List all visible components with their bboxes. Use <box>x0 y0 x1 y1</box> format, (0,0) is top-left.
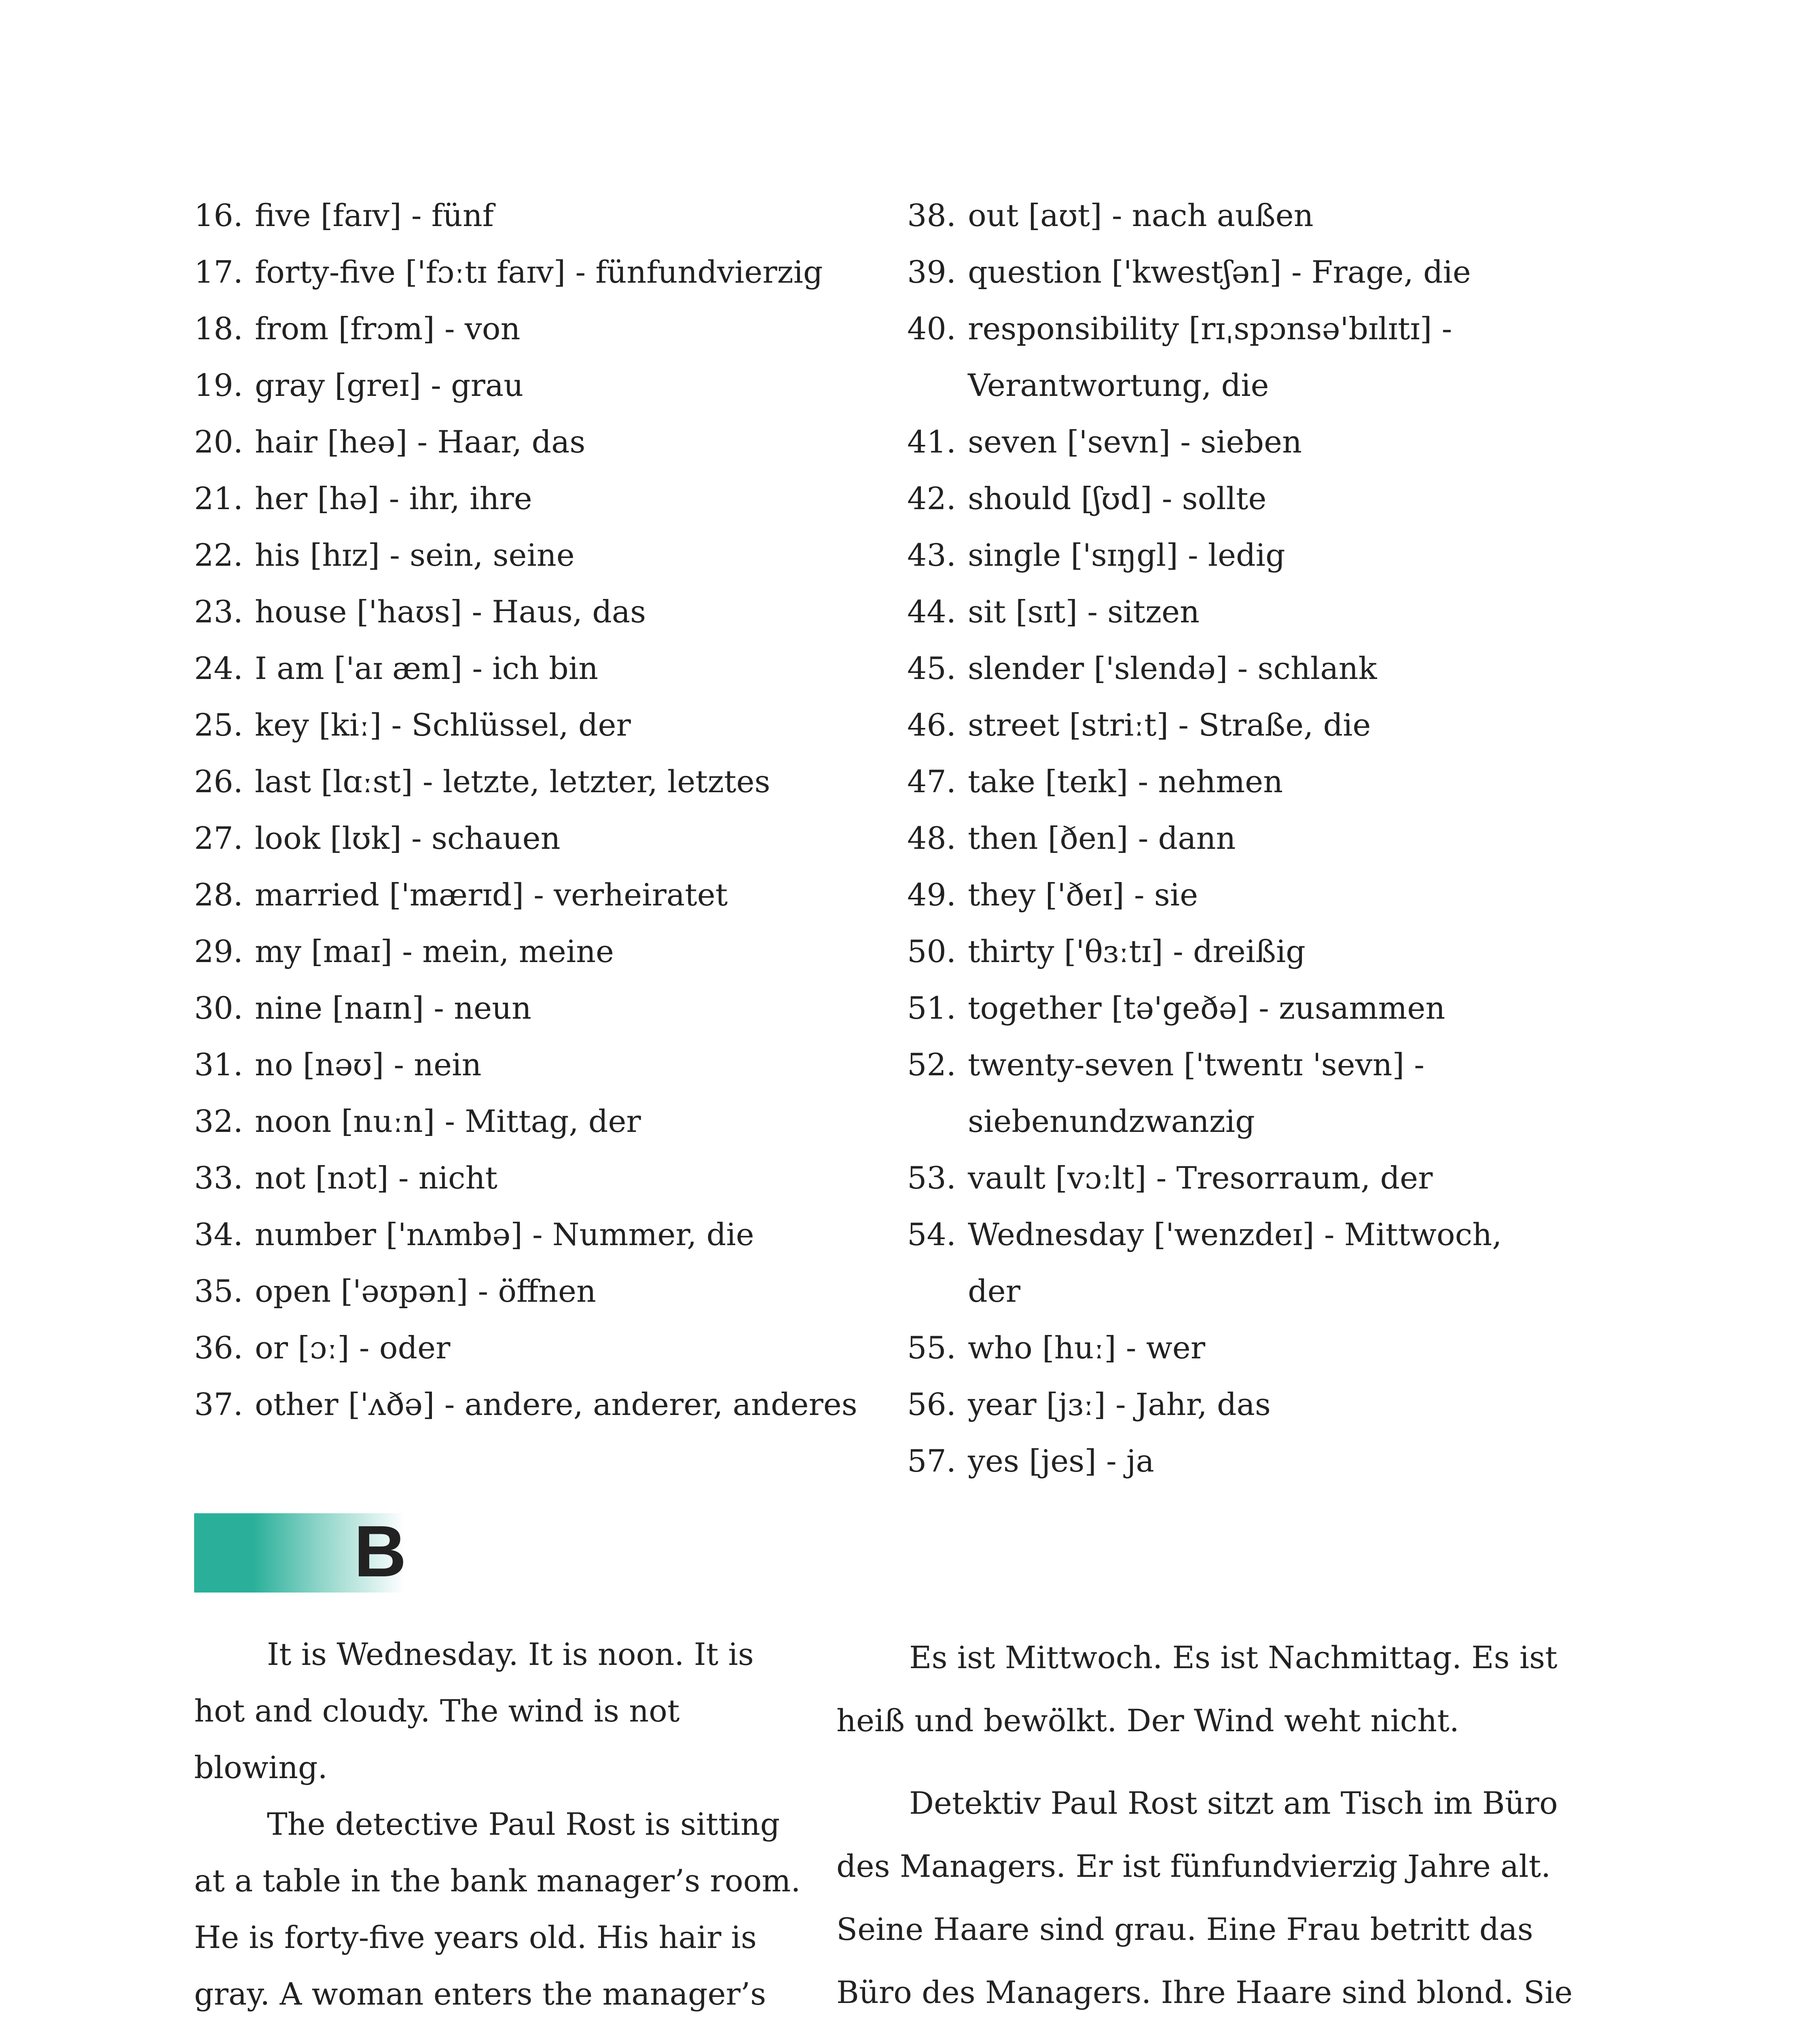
vocab-entry: his [hɪz] - sein, seine <box>255 537 575 573</box>
vocab-number: 47. <box>907 764 956 799</box>
vocab-item <box>907 1150 1562 1206</box>
vocab-number: 26. <box>194 764 243 799</box>
vocab-item <box>194 244 857 300</box>
vocab-item <box>194 414 857 470</box>
vocab-entry: other ['ʌðə] - andere, anderer, anderes <box>255 1386 857 1422</box>
vocab-item <box>194 753 857 810</box>
vocab-number: 32. <box>194 1103 243 1139</box>
vocab-item <box>194 923 857 980</box>
vocab-number: 45. <box>907 650 956 686</box>
vocab-number: 25. <box>194 707 243 743</box>
vocab-item <box>194 1320 857 1376</box>
vocab-number: 44. <box>907 594 956 630</box>
vocab-number: 50. <box>907 933 956 969</box>
vocab-entry: not [nɔt] - nicht <box>255 1160 498 1196</box>
vocab-number: 37. <box>194 1386 243 1422</box>
vocab-entry: her [hə] - ihr, ihre <box>255 480 532 516</box>
vocab-number: 31. <box>194 1047 243 1083</box>
vocab-item <box>907 1376 1562 1433</box>
vocab-number: 41. <box>907 424 956 460</box>
german-text-column <box>836 1626 1581 2022</box>
vocab-item <box>907 980 1562 1036</box>
vocab-entry: vault [vɔːlt] - Tresorraum, der <box>968 1160 1433 1196</box>
vocab-item <box>907 640 1562 697</box>
vocab-entry: should [ʃʊd] - sollte <box>968 480 1267 516</box>
vocab-number: 21. <box>194 480 243 516</box>
vocab-item <box>907 470 1562 527</box>
vocab-entry: last [lɑːst] - letzte, letzter, letztes <box>255 764 770 799</box>
vocab-entry: then [ðen] - dann <box>968 820 1236 856</box>
vocab-item <box>194 1206 857 1263</box>
vocab-item <box>907 810 1562 867</box>
vocab-number: 38. <box>907 197 956 233</box>
vocab-number: 17. <box>194 254 243 290</box>
vocab-item <box>907 527 1562 584</box>
vocab-entry: together [tə'geðə] - zusammen <box>968 990 1445 1026</box>
vocab-entry: responsibility [rɪˌspɔnsə'bɪlɪtɪ] - Verantwortung, die <box>968 311 1452 403</box>
vocab-entry: five [faɪv] - fünf <box>255 197 494 233</box>
vocab-item <box>907 414 1562 470</box>
vocab-entry: no [nəʊ] - nein <box>255 1047 482 1083</box>
english-text-column <box>194 1626 809 2022</box>
vocab-number: 54. <box>907 1216 956 1252</box>
vocab-item <box>907 697 1562 753</box>
vocab-item <box>907 1320 1562 1376</box>
vocab-item <box>194 300 857 357</box>
vocab-entry: sit [sɪt] - sitzen <box>968 594 1200 630</box>
vocab-number: 39. <box>907 254 956 290</box>
vocab-entry: my [maɪ] - mein, meine <box>255 933 614 969</box>
vocab-entry: they ['ðeɪ] - sie <box>968 877 1198 913</box>
vocab-number: 56. <box>907 1386 956 1422</box>
vocab-entry: take [teɪk] - nehmen <box>968 764 1283 799</box>
vocab-entry: nine [naɪn] - neun <box>255 990 531 1026</box>
vocab-number: 20. <box>194 424 243 460</box>
vocab-number: 52. <box>907 1047 956 1083</box>
vocab-item <box>194 357 857 414</box>
vocab-item <box>907 753 1562 810</box>
vocab-number: 40. <box>907 311 956 347</box>
vocab-entry: who [huː] - wer <box>968 1330 1206 1366</box>
section-letter: B <box>354 1511 406 1592</box>
vocabulary-list-right <box>907 187 1562 1489</box>
vocab-number: 19. <box>194 367 243 403</box>
vocab-entry: hair [heə] - Haar, das <box>255 424 586 460</box>
vocab-item <box>194 640 857 697</box>
vocab-item <box>194 1150 857 1206</box>
vocab-number: 27. <box>194 820 243 856</box>
german-paragraph: Detektiv Paul Rost sitzt am Tisch im Büro des Managers. Er ist fünfundvierzig Jahre alt. Seine Haare sind grau. Eine Frau betritt das Büro des Managers. Ihre Haare sind blond. Sie <box>836 1785 1573 2010</box>
vocab-item <box>194 1093 857 1150</box>
vocab-item <box>907 1206 1562 1320</box>
vocab-number: 35. <box>194 1273 243 1309</box>
vocab-item <box>194 1376 857 1433</box>
vocab-number: 49. <box>907 877 956 913</box>
vocab-entry: single ['sɪŋgl] - ledig <box>968 537 1285 573</box>
vocab-entry: or [ɔː] - oder <box>255 1330 451 1366</box>
vocab-entry: house ['haʊs] - Haus, das <box>255 594 646 630</box>
vocab-entry: key [kiː] - Schlüssel, der <box>255 707 631 743</box>
vocab-entry: slender ['slendə] - schlank <box>968 650 1377 686</box>
vocab-number: 53. <box>907 1160 956 1196</box>
english-paragraph: The detective Paul Rost is sitting at a table in the bank manager’s room. He is forty-five years old. His hair is gray. A woman enters the manager’s <box>194 1806 801 2012</box>
vocab-item <box>907 1433 1562 1489</box>
vocab-item <box>194 810 857 867</box>
vocab-number: 29. <box>194 933 243 969</box>
vocab-item <box>907 187 1562 244</box>
vocab-entry: twenty-seven ['twentɪ 'sevn] - siebenundzwanzig <box>968 1047 1424 1139</box>
vocab-item <box>907 584 1562 640</box>
vocab-entry: year [jɜː] - Jahr, das <box>968 1386 1271 1422</box>
vocab-number: 23. <box>194 594 243 630</box>
vocab-item <box>194 867 857 923</box>
vocab-number: 46. <box>907 707 956 743</box>
vocab-entry: married ['mærɪd] - verheiratet <box>255 877 728 913</box>
vocab-number: 34. <box>194 1216 243 1252</box>
vocab-entry: I am ['aɪ æm] - ich bin <box>255 650 599 686</box>
vocab-number: 48. <box>907 820 956 856</box>
vocabulary-list-left <box>194 187 857 1433</box>
vocab-entry: open ['əʊpən] - öffnen <box>255 1273 596 1309</box>
vocab-number: 18. <box>194 311 243 347</box>
vocab-item <box>194 697 857 753</box>
vocab-entry: thirty ['θɜːtɪ] - dreißig <box>968 933 1306 969</box>
vocab-item <box>907 300 1562 414</box>
vocab-item <box>194 187 857 244</box>
vocab-entry: out [aʊt] - nach außen <box>968 197 1314 233</box>
vocab-entry: yes [jes] - ja <box>968 1443 1154 1479</box>
vocab-entry: look [lʊk] - schauen <box>255 820 561 856</box>
vocab-entry: question ['kwestʃən] - Frage, die <box>968 254 1471 290</box>
vocab-entry: gray [greɪ] - grau <box>255 367 524 403</box>
vocab-entry: Wednesday ['wenzdeɪ] - Mittwoch, der <box>968 1216 1502 1309</box>
vocab-item <box>194 527 857 584</box>
vocab-number: 36. <box>194 1330 243 1366</box>
vocab-item <box>194 980 857 1036</box>
vocab-number: 30. <box>194 990 243 1026</box>
english-paragraph: It is Wednesday. It is noon. It is hot and cloudy. The wind is not blowing. <box>194 1636 754 1785</box>
vocab-number: 24. <box>194 650 243 686</box>
vocab-entry: forty-five ['fɔːtɪ faɪv] - fünfundvierzig <box>255 254 823 290</box>
vocab-item <box>907 867 1562 923</box>
vocab-number: 16. <box>194 197 243 233</box>
vocab-item <box>194 470 857 527</box>
vocab-entry: street [striːt] - Straße, die <box>968 707 1371 743</box>
vocab-item <box>194 584 857 640</box>
vocab-entry: seven ['sevn] - sieben <box>968 424 1302 460</box>
vocab-number: 42. <box>907 480 956 516</box>
vocab-entry: noon [nuːn] - Mittag, der <box>255 1103 641 1139</box>
vocab-number: 55. <box>907 1330 956 1366</box>
vocab-entry: from [frɔm] - von <box>255 311 521 347</box>
vocab-item <box>194 1263 857 1320</box>
vocab-number: 57. <box>907 1443 956 1479</box>
vocab-item <box>907 923 1562 980</box>
vocab-item <box>907 244 1562 300</box>
german-paragraph: Es ist Mittwoch. Es ist Nachmittag. Es ist heiß und bewölkt. Der Wind weht nicht. <box>836 1639 1558 1739</box>
vocab-number: 33. <box>194 1160 243 1196</box>
vocab-number: 51. <box>907 990 956 1026</box>
vocab-number: 43. <box>907 537 956 573</box>
vocab-entry: number ['nʌmbə] - Nummer, die <box>255 1216 754 1252</box>
vocab-number: 28. <box>194 877 243 913</box>
vocab-item <box>907 1036 1562 1150</box>
vocab-number: 22. <box>194 537 243 573</box>
vocab-item <box>194 1036 857 1093</box>
